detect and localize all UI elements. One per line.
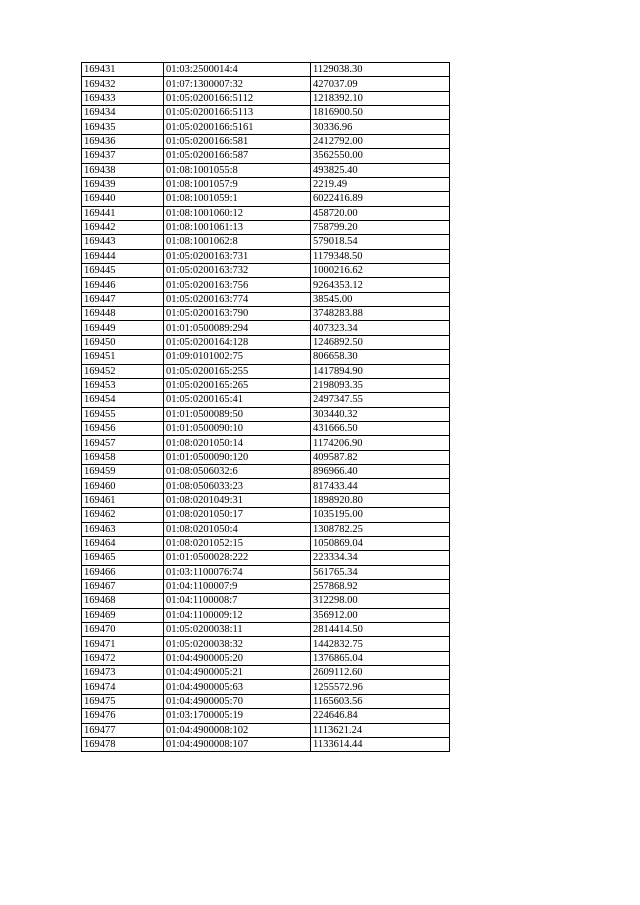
row-id-cell: 169436 — [82, 134, 164, 148]
table-row — [82, 666, 450, 680]
cadastral-number-cell: 01:08:1001062:8 — [164, 235, 311, 249]
amount-cell: 224646.84 — [311, 709, 450, 723]
cadastral-number-cell: 01:05:0200163:731 — [164, 249, 311, 263]
data-table — [81, 62, 450, 752]
row-id-cell: 169450 — [82, 335, 164, 349]
table-row — [82, 149, 450, 163]
cadastral-number-cell: 01:05:0200163:774 — [164, 292, 311, 306]
row-id-cell: 169454 — [82, 393, 164, 407]
table-body — [82, 63, 450, 752]
row-id-cell: 169451 — [82, 350, 164, 364]
table-row — [82, 551, 450, 565]
cadastral-number-cell: 01:01:0500090:120 — [164, 450, 311, 464]
amount-cell: 1000216.62 — [311, 264, 450, 278]
row-id-cell: 169437 — [82, 149, 164, 163]
amount-cell: 1246892.50 — [311, 335, 450, 349]
table-row — [82, 680, 450, 694]
cadastral-number-cell: 01:08:0201049:31 — [164, 493, 311, 507]
table-row — [82, 235, 450, 249]
amount-cell: 458720.00 — [311, 206, 450, 220]
table-row — [82, 77, 450, 91]
table-row — [82, 220, 450, 234]
amount-cell: 257868.92 — [311, 579, 450, 593]
cadastral-number-cell: 01:05:0200038:32 — [164, 637, 311, 651]
table-row — [82, 493, 450, 507]
row-id-cell: 169440 — [82, 192, 164, 206]
row-id-cell: 169458 — [82, 450, 164, 464]
row-id-cell: 169461 — [82, 493, 164, 507]
amount-cell: 9264353.12 — [311, 278, 450, 292]
amount-cell: 1308782.25 — [311, 522, 450, 536]
row-id-cell: 169445 — [82, 264, 164, 278]
amount-cell: 2412792.00 — [311, 134, 450, 148]
row-id-cell: 169442 — [82, 220, 164, 234]
amount-cell: 2219.49 — [311, 177, 450, 191]
row-id-cell: 169452 — [82, 364, 164, 378]
amount-cell: 3748283.88 — [311, 307, 450, 321]
amount-cell: 1035195.00 — [311, 508, 450, 522]
table-row — [82, 163, 450, 177]
amount-cell: 1129038.30 — [311, 63, 450, 77]
table-row — [82, 465, 450, 479]
cadastral-number-cell: 01:08:1001057:9 — [164, 177, 311, 191]
row-id-cell: 169448 — [82, 307, 164, 321]
table-row — [82, 623, 450, 637]
row-id-cell: 169465 — [82, 551, 164, 565]
amount-cell: 817433.44 — [311, 479, 450, 493]
cadastral-number-cell: 01:03:2500014:4 — [164, 63, 311, 77]
amount-cell: 30336.96 — [311, 120, 450, 134]
table-row — [82, 737, 450, 751]
cadastral-number-cell: 01:05:0200165:255 — [164, 364, 311, 378]
cadastral-number-cell: 01:05:0200038:11 — [164, 623, 311, 637]
table-row — [82, 651, 450, 665]
cadastral-number-cell: 01:08:1001061:13 — [164, 220, 311, 234]
row-id-cell: 169476 — [82, 709, 164, 723]
row-id-cell: 169455 — [82, 407, 164, 421]
table-row — [82, 421, 450, 435]
cadastral-number-cell: 01:04:1100007:9 — [164, 579, 311, 593]
table-row — [82, 249, 450, 263]
row-id-cell: 169463 — [82, 522, 164, 536]
table-row — [82, 393, 450, 407]
amount-cell: 1816900.50 — [311, 106, 450, 120]
row-id-cell: 169449 — [82, 321, 164, 335]
cadastral-number-cell: 01:05:0200165:265 — [164, 378, 311, 392]
cadastral-number-cell: 01:05:0200166:5161 — [164, 120, 311, 134]
row-id-cell: 169438 — [82, 163, 164, 177]
row-id-cell: 169470 — [82, 623, 164, 637]
cadastral-number-cell: 01:01:0500090:10 — [164, 421, 311, 435]
row-id-cell: 169474 — [82, 680, 164, 694]
amount-cell: 223334.34 — [311, 551, 450, 565]
amount-cell: 2814414.50 — [311, 623, 450, 637]
table-row — [82, 723, 450, 737]
row-id-cell: 169443 — [82, 235, 164, 249]
row-id-cell: 169435 — [82, 120, 164, 134]
cadastral-number-cell: 01:08:1001059:1 — [164, 192, 311, 206]
table-row — [82, 307, 450, 321]
cadastral-number-cell: 01:01:0500089:50 — [164, 407, 311, 421]
cadastral-number-cell: 01:08:0506033:23 — [164, 479, 311, 493]
amount-cell: 1255572.96 — [311, 680, 450, 694]
table-row — [82, 321, 450, 335]
row-id-cell: 169431 — [82, 63, 164, 77]
row-id-cell: 169434 — [82, 106, 164, 120]
cadastral-number-cell: 01:05:0200166:5112 — [164, 91, 311, 105]
table-row — [82, 709, 450, 723]
row-id-cell: 169446 — [82, 278, 164, 292]
cadastral-number-cell: 01:05:0200166:5113 — [164, 106, 311, 120]
row-id-cell: 169456 — [82, 421, 164, 435]
table-row — [82, 335, 450, 349]
table-row — [82, 407, 450, 421]
amount-cell: 1417894.90 — [311, 364, 450, 378]
table-row — [82, 106, 450, 120]
table-row — [82, 177, 450, 191]
cadastral-number-cell: 01:04:4900005:21 — [164, 666, 311, 680]
cadastral-number-cell: 01:05:0200166:587 — [164, 149, 311, 163]
cadastral-number-cell: 01:05:0200166:581 — [164, 134, 311, 148]
cadastral-number-cell: 01:08:1001055:8 — [164, 163, 311, 177]
row-id-cell: 169462 — [82, 508, 164, 522]
amount-cell: 1179348.50 — [311, 249, 450, 263]
amount-cell: 38545.00 — [311, 292, 450, 306]
cadastral-number-cell: 01:03:1700005:19 — [164, 709, 311, 723]
table-row — [82, 637, 450, 651]
table-row — [82, 350, 450, 364]
amount-cell: 1218392.10 — [311, 91, 450, 105]
cadastral-number-cell: 01:04:1100008:7 — [164, 594, 311, 608]
cadastral-number-cell: 01:08:0506032:6 — [164, 465, 311, 479]
amount-cell: 427037.09 — [311, 77, 450, 91]
table-row — [82, 264, 450, 278]
row-id-cell: 169457 — [82, 436, 164, 450]
cadastral-number-cell: 01:09:0101002:75 — [164, 350, 311, 364]
amount-cell: 6022416.89 — [311, 192, 450, 206]
table-row — [82, 364, 450, 378]
row-id-cell: 169467 — [82, 579, 164, 593]
table-row — [82, 378, 450, 392]
amount-cell: 356912.00 — [311, 608, 450, 622]
row-id-cell: 169477 — [82, 723, 164, 737]
amount-cell: 896966.40 — [311, 465, 450, 479]
cadastral-number-cell: 01:07:1300007:32 — [164, 77, 311, 91]
amount-cell: 1174206.90 — [311, 436, 450, 450]
cadastral-number-cell: 01:05:0200164:128 — [164, 335, 311, 349]
cadastral-number-cell: 01:08:0201050:4 — [164, 522, 311, 536]
amount-cell: 431666.50 — [311, 421, 450, 435]
row-id-cell: 169432 — [82, 77, 164, 91]
cadastral-number-cell: 01:04:4900008:107 — [164, 737, 311, 751]
row-id-cell: 169459 — [82, 465, 164, 479]
table-row — [82, 479, 450, 493]
cadastral-number-cell: 01:04:4900005:20 — [164, 651, 311, 665]
amount-cell: 1113621.24 — [311, 723, 450, 737]
table-row — [82, 450, 450, 464]
cadastral-number-cell: 01:04:4900008:102 — [164, 723, 311, 737]
row-id-cell: 169464 — [82, 536, 164, 550]
table-row — [82, 206, 450, 220]
amount-cell: 409587.82 — [311, 450, 450, 464]
cadastral-number-cell: 01:01:0500089:294 — [164, 321, 311, 335]
amount-cell: 3562550.00 — [311, 149, 450, 163]
table-row — [82, 63, 450, 77]
amount-cell: 1442832.75 — [311, 637, 450, 651]
row-id-cell: 169469 — [82, 608, 164, 622]
row-id-cell: 169468 — [82, 594, 164, 608]
cadastral-number-cell: 01:05:0200163:732 — [164, 264, 311, 278]
cadastral-number-cell: 01:08:0201050:14 — [164, 436, 311, 450]
row-id-cell: 169475 — [82, 694, 164, 708]
amount-cell: 561765.34 — [311, 565, 450, 579]
row-id-cell: 169466 — [82, 565, 164, 579]
row-id-cell: 169447 — [82, 292, 164, 306]
row-id-cell: 169471 — [82, 637, 164, 651]
row-id-cell: 169444 — [82, 249, 164, 263]
row-id-cell: 169441 — [82, 206, 164, 220]
cadastral-number-cell: 01:08:0201050:17 — [164, 508, 311, 522]
cadastral-number-cell: 01:05:0200163:756 — [164, 278, 311, 292]
row-id-cell: 169433 — [82, 91, 164, 105]
cadastral-number-cell: 01:08:1001060:12 — [164, 206, 311, 220]
table-row — [82, 120, 450, 134]
table-row — [82, 292, 450, 306]
row-id-cell: 169473 — [82, 666, 164, 680]
cadastral-number-cell: 01:01:0500028:222 — [164, 551, 311, 565]
table-row — [82, 694, 450, 708]
amount-cell: 1376865.04 — [311, 651, 450, 665]
row-id-cell: 169453 — [82, 378, 164, 392]
table-row — [82, 565, 450, 579]
amount-cell: 407323.34 — [311, 321, 450, 335]
row-id-cell: 169460 — [82, 479, 164, 493]
amount-cell: 579018.54 — [311, 235, 450, 249]
amount-cell: 1165603.56 — [311, 694, 450, 708]
cadastral-number-cell: 01:04:4900005:63 — [164, 680, 311, 694]
amount-cell: 758799.20 — [311, 220, 450, 234]
table-row — [82, 192, 450, 206]
cadastral-number-cell: 01:08:0201052:15 — [164, 536, 311, 550]
table-row — [82, 522, 450, 536]
amount-cell: 1898920.80 — [311, 493, 450, 507]
cadastral-number-cell: 01:05:0200163:790 — [164, 307, 311, 321]
amount-cell: 312298.00 — [311, 594, 450, 608]
cadastral-number-cell: 01:04:4900005:70 — [164, 694, 311, 708]
amount-cell: 493825.40 — [311, 163, 450, 177]
row-id-cell: 169478 — [82, 737, 164, 751]
table-row — [82, 134, 450, 148]
row-id-cell: 169472 — [82, 651, 164, 665]
amount-cell: 303440.32 — [311, 407, 450, 421]
amount-cell: 806658.30 — [311, 350, 450, 364]
cadastral-number-cell: 01:05:0200165:41 — [164, 393, 311, 407]
amount-cell: 1133614.44 — [311, 737, 450, 751]
table-row — [82, 91, 450, 105]
table-row — [82, 278, 450, 292]
table-row — [82, 536, 450, 550]
amount-cell: 1050869.04 — [311, 536, 450, 550]
amount-cell: 2198093.35 — [311, 378, 450, 392]
amount-cell: 2609112.60 — [311, 666, 450, 680]
row-id-cell: 169439 — [82, 177, 164, 191]
amount-cell: 2497347.55 — [311, 393, 450, 407]
cadastral-number-cell: 01:04:1100009:12 — [164, 608, 311, 622]
cadastral-number-cell: 01:03:1100076:74 — [164, 565, 311, 579]
table-row — [82, 608, 450, 622]
table-row — [82, 508, 450, 522]
table-row — [82, 594, 450, 608]
table-row — [82, 436, 450, 450]
table-row — [82, 579, 450, 593]
